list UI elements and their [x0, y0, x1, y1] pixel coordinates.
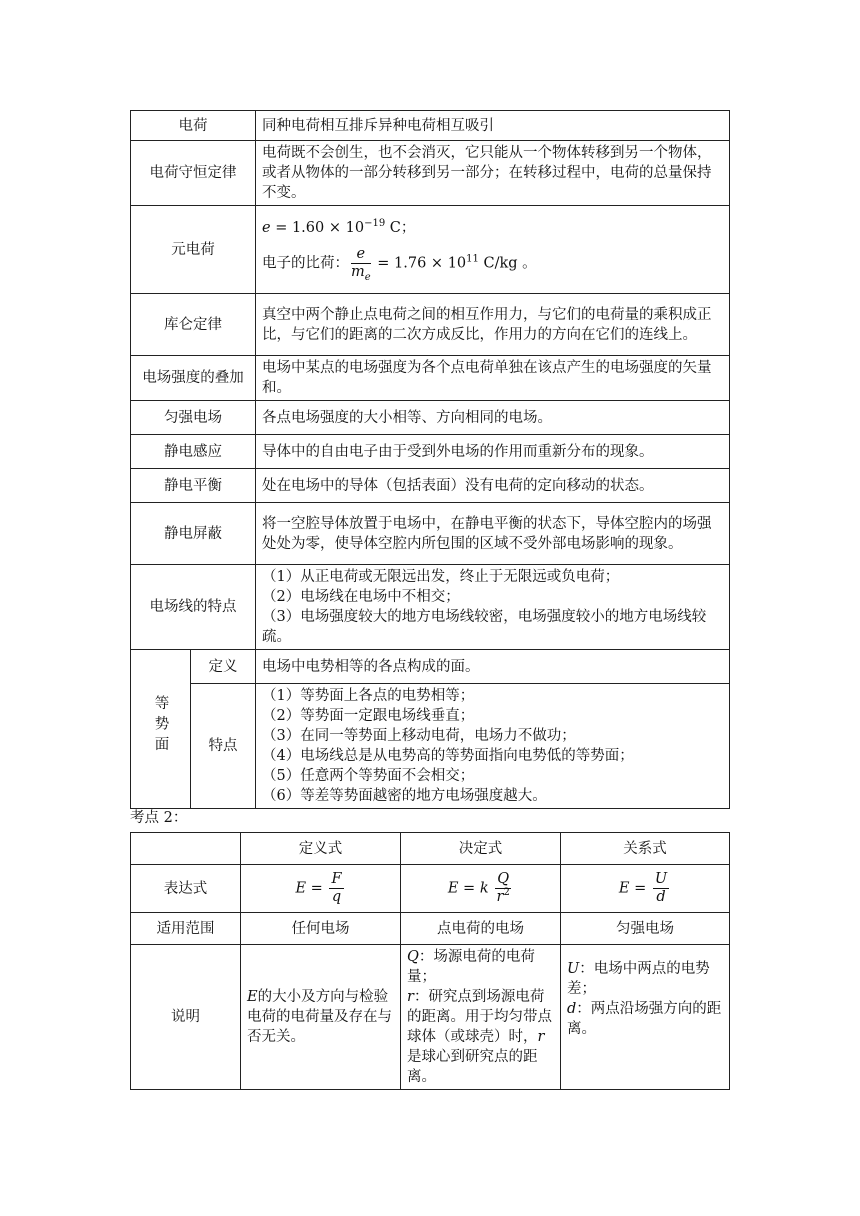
list-item: （6）等差等势面越密的地方电场强度越大。 — [262, 788, 547, 804]
definition-content: 电场中电势相等的各点构成的面。 — [256, 650, 730, 684]
features-label: 特点 — [191, 684, 256, 809]
row-content: 电荷既不会创生，也不会消灭，它只能从一个物体转移到另一个物体，或者从物体的一部分转移到另一部分；在转移过程中，电荷的总量保持不变。 — [256, 141, 730, 206]
list-item: （4）电场线总是从电势高的等势面指向电势低的等势面； — [262, 748, 634, 764]
equipotential-label: 等势面 — [131, 650, 191, 809]
concept-table — [130, 110, 730, 809]
definition-formula: E = $\frac{F}{q}$ — [241, 865, 401, 913]
row-content: 导体中的自由电子由于受到外电场的作用而重新分布的现象。 — [256, 435, 730, 469]
row-label: 匀强电场 — [131, 401, 256, 435]
equipotential-features — [256, 684, 730, 809]
row-label: 电场线的特点 — [131, 565, 256, 650]
header-cell: 定义式 — [241, 833, 401, 865]
definition-label: 定义 — [191, 650, 256, 684]
charge-mass-ratio: 电子的比荷： $\frac{e}{m_e}$ = $1.76 \times 10^{11}$ C/kg 。 — [262, 246, 537, 283]
section-label: 考点 2： — [130, 810, 188, 826]
relation-formula: E = $\frac{U}{d}$ — [561, 865, 730, 913]
row-label: 静电屏蔽 — [131, 503, 256, 565]
field-line-features — [256, 565, 730, 650]
row-content: 电场中某点的电场强度为各个点电荷单独在该点产生的电场强度的矢量和。 — [256, 356, 730, 401]
header-cell: 决定式 — [401, 833, 561, 865]
list-item: （1）从正电荷或无限远出发，终止于无限远或负电荷； — [262, 569, 620, 585]
header-cell — [131, 833, 241, 865]
formula-table — [130, 832, 730, 1090]
list-item: （1）等势面上各点的电势相等； — [262, 688, 475, 704]
row-label: 电荷 — [131, 111, 256, 141]
list-item: （3）在同一等势面上移动电荷，电场力不做功； — [262, 728, 576, 744]
row-label: 静电平衡 — [131, 469, 256, 503]
row-label: 适用范围 — [131, 913, 241, 945]
determining-formula: E = k $\frac{Q}{r^2}$ — [401, 865, 561, 913]
row-label: 静电感应 — [131, 435, 256, 469]
row-label: 说明 — [131, 945, 241, 1090]
description-cell: U：电场中两点的电势差； d：两点沿场强方向的距离。 — [561, 945, 730, 1090]
elementary-charge-value: $e = 1.60 \times 10^{-19}$ C； — [262, 218, 416, 236]
description-cell: E的大小及方向与检验电荷的电荷量及存在与否无关。 — [241, 945, 401, 1090]
row-label: 元电荷 — [131, 206, 256, 294]
scope-cell: 任何电场 — [241, 913, 401, 945]
list-item: （5）任意两个等势面不会相交； — [262, 768, 475, 784]
description-cell: Q：场源电荷的电荷量； r：研究点到场源电荷的距离。用于均匀带点球体（或球壳）时，r是球心到研究点的距离。 — [401, 945, 561, 1090]
row-content: 真空中两个静止点电荷之间的相互作用力，与它们的电荷量的乘积成正比，与它们的距离的二次方成反比，作用力的方向在它们的连线上。 — [256, 294, 730, 356]
scope-cell: 点电荷的电场 — [401, 913, 561, 945]
list-item: （2）电场线在电场中不相交； — [262, 589, 460, 605]
row-label: 库仑定律 — [131, 294, 256, 356]
row-label: 电荷守恒定律 — [131, 141, 256, 206]
list-item: （3）电场强度较大的地方电场线较密，电场强度较小的地方电场线较疏。 — [262, 609, 707, 645]
row-label: 电场强度的叠加 — [131, 356, 256, 401]
list-item: （2）等势面一定跟电场线垂直； — [262, 708, 475, 724]
row-content: 各点电场强度的大小相等、方向相同的电场。 — [256, 401, 730, 435]
header-cell: 关系式 — [561, 833, 730, 865]
scope-cell: 匀强电场 — [561, 913, 730, 945]
elementary-charge-cell — [256, 206, 730, 294]
row-label: 表达式 — [131, 865, 241, 913]
row-content: 同种电荷相互排斥异种电荷相互吸引 — [256, 111, 730, 141]
ratio-fraction: $\frac{e}{m_e}$ — [351, 246, 371, 283]
row-content: 将一空腔导体放置于电场中，在静电平衡的状态下，导体空腔内的场强处处为零，使导体空腔内所包围的区域不受外部电场影响的现象。 — [256, 503, 730, 565]
row-content: 处在电场中的导体（包括表面）没有电荷的定向移动的状态。 — [256, 469, 730, 503]
